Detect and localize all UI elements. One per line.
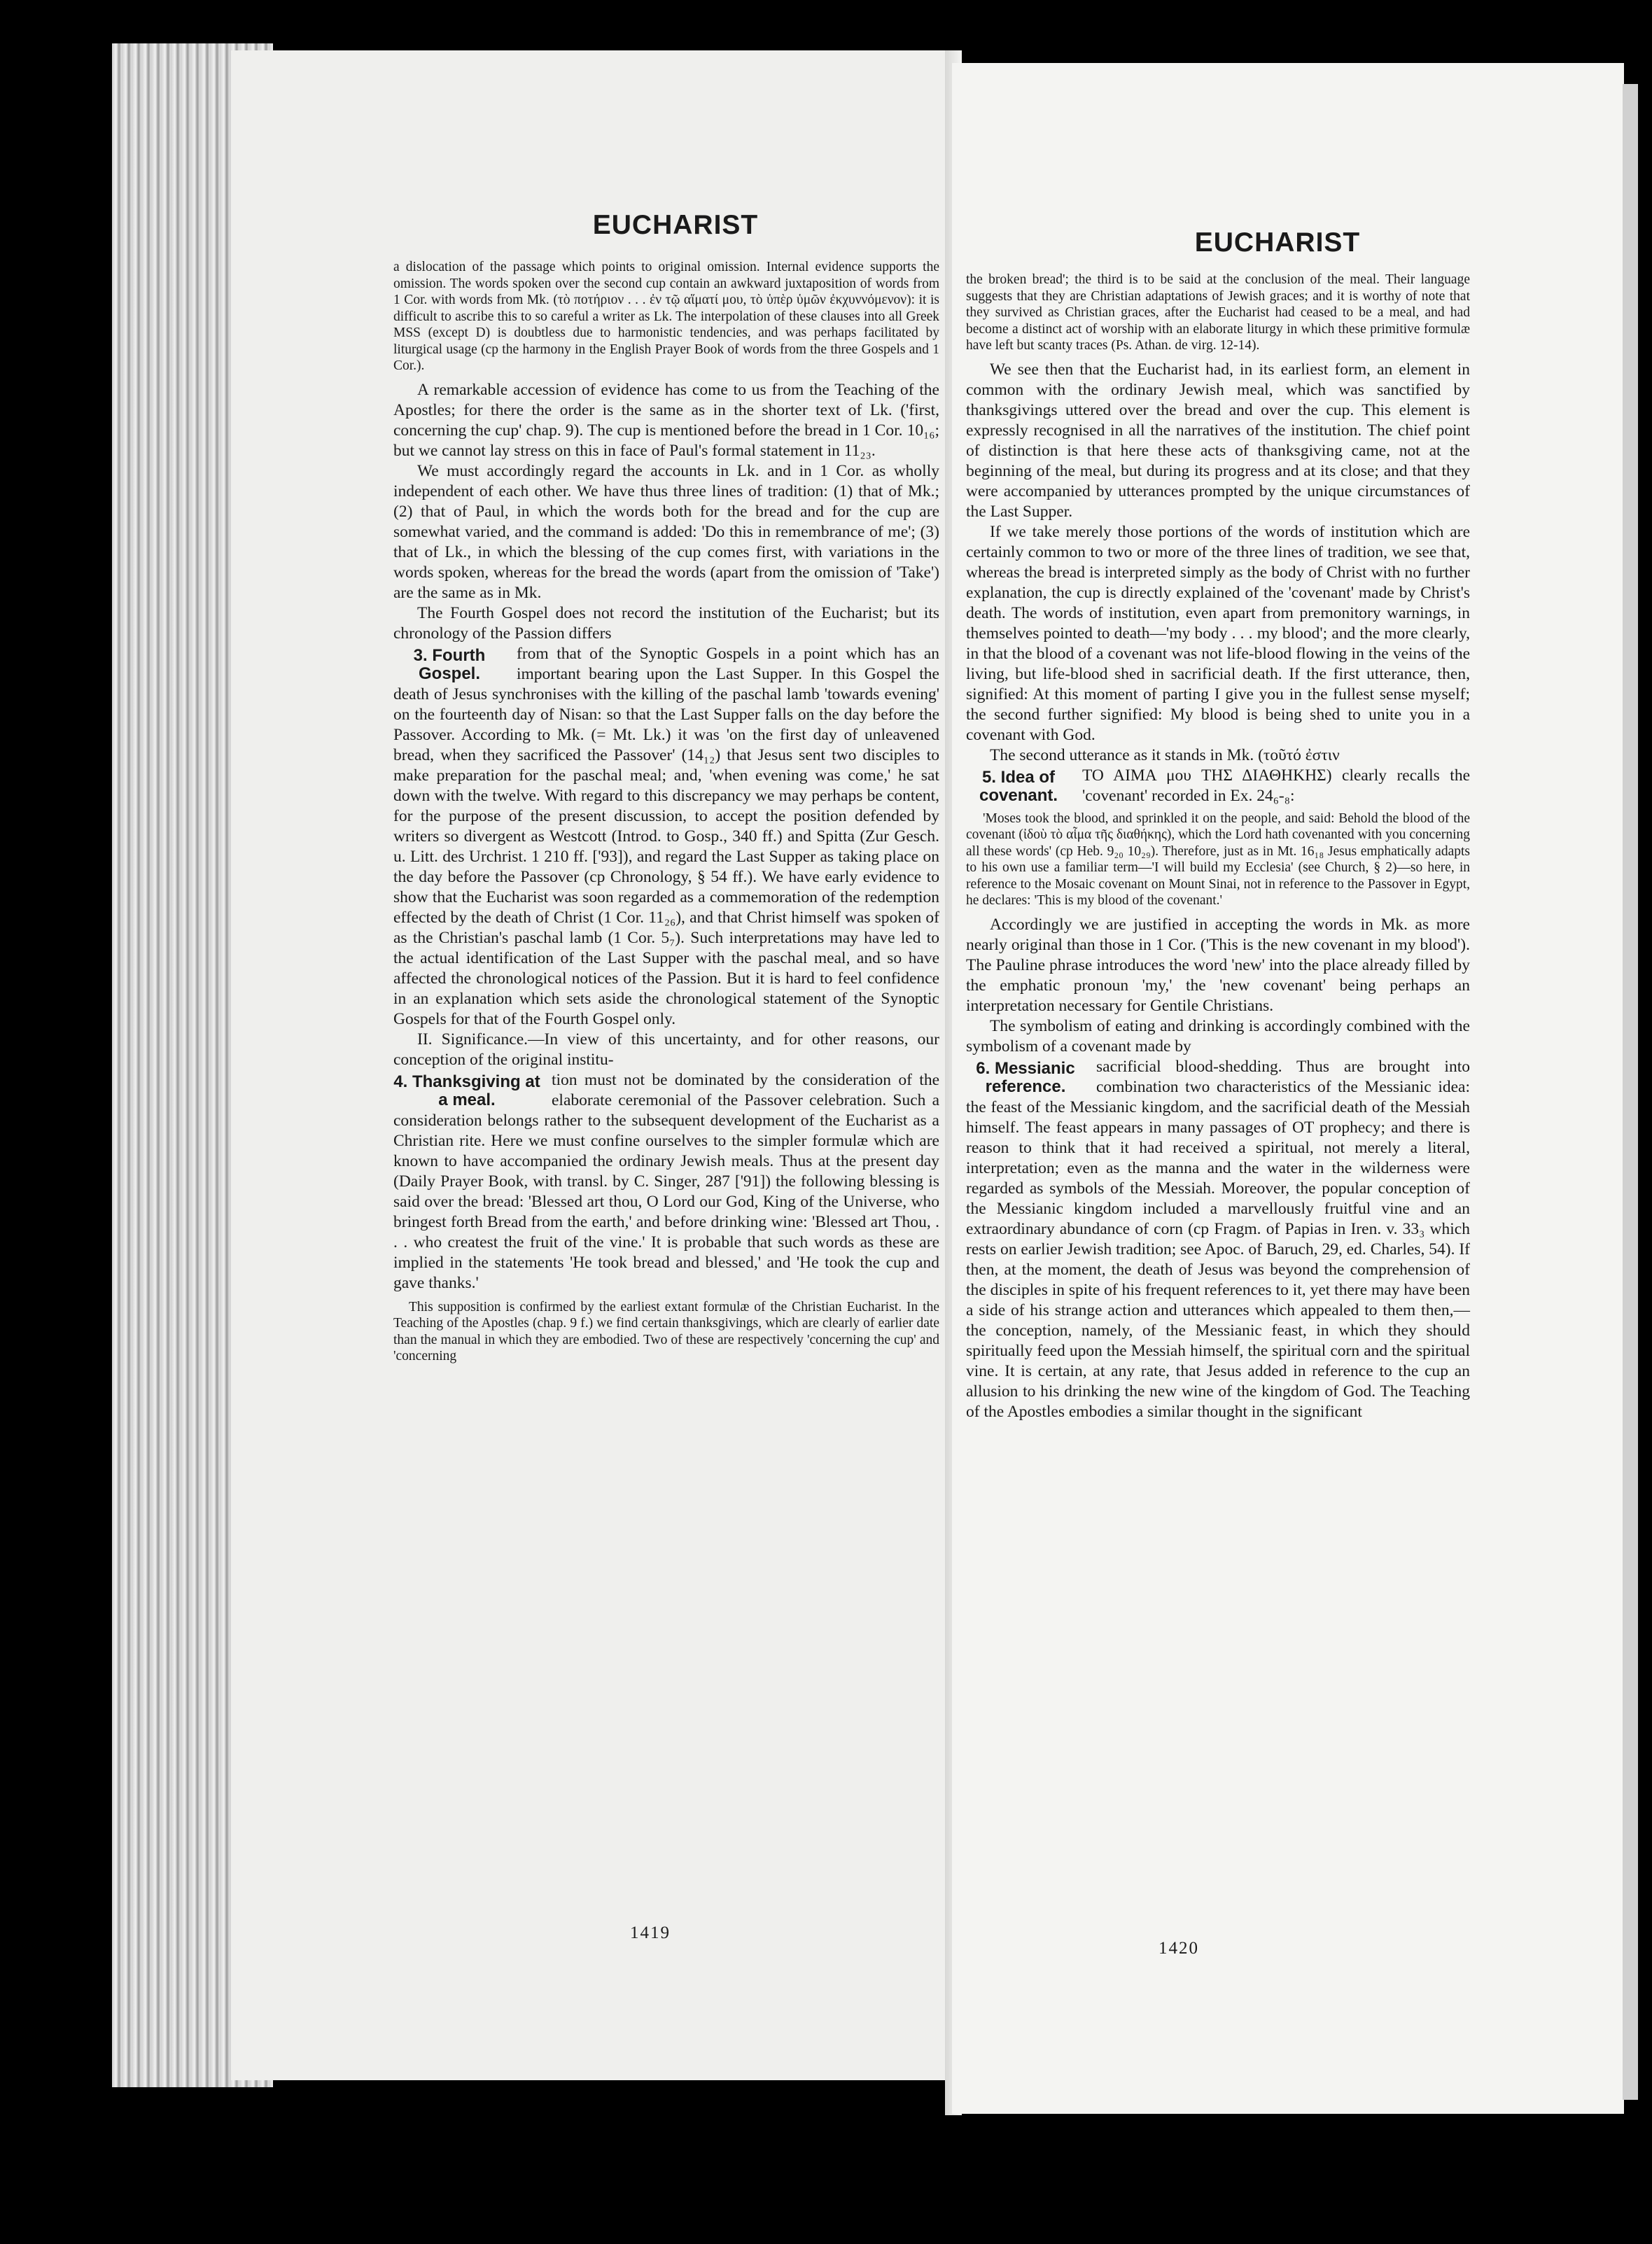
exodus-quotation bbox=[966, 811, 1470, 909]
left-top-note bbox=[393, 259, 939, 374]
right-paragraph-5-body: sacrificial blood-shedding. Thus are brought into combination two characteristics of the Messianic idea: the feast of the Messianic kingdom, and the sacrificial death of the Messiah himself. The feast appears in many passages of OT prophecy; and there is reason to think that it had received a spiritual, not merely a literal, interpretation; even as the manna and the water in the wilderness were regarded as symbols of the Messiah. Moreover, the popular conception of the Messianic kingdom included a marvellously fruitful vine and an extraordinary abundance of corn (cp Fragm. of Papias in Iren. v. 33₃ which rests on earlier Jewish tradition; see Apoc. of Baruch, 29, ed. Charles, 54). If then, at the moment, the death of Jesus was beyond the comprehension of the disciples in spite of his frequent references to it, yet there may have been a side of his strange action and utterances which appealed to them then,—the conception, namely, of the Messianic feast, in which they should spiritually feed upon the Messiah himself, the spiritual corn and the spiritual vine. It is certain, at any rate, that Jesus added in reference to the cup an allusion to his drinking the new wine of the kingdom of God. The Teaching of the Apostles embodies a similar thought in the significant bbox=[966, 1057, 1470, 1421]
section-3-label: Fourth Gospel. bbox=[418, 645, 486, 683]
section-5-label: Idea of covenant. bbox=[979, 767, 1058, 805]
section-3-heading bbox=[393, 647, 505, 683]
right-top-note bbox=[966, 272, 1470, 354]
right-paragraph-3-body: ΤΟ ΑΙΜΑ μου ΤΗΣ ΔΙΑΘΗΚΗΣ) clearly recalls the 'covenant' recorded in Ex. 24₆-₈: bbox=[1082, 766, 1470, 805]
section-6-number: 6. bbox=[976, 1058, 990, 1078]
left-running-head: EUCHARIST bbox=[592, 210, 759, 240]
right-paragraph-3-lead: The second utterance as it stands in Mk. (τοῦτό ἐστιν bbox=[990, 745, 1340, 764]
left-column bbox=[393, 259, 939, 1365]
left-paragraph-2: We must accordingly regard the accounts in Lk. and in 1 Cor. as wholly independent of each other. We have thus three lines of tradition: (1) that of Mk.; (2) that of Paul, in which the words both for the bread and for the cup are somewhat varied, and the command is added: 'Do this in remembrance of me'; (3) that of Lk., in which the blessing of the cup comes first, with variations in the words spoken, whereas for the bread the words (apart from the omission of 'Take') are the same as in Mk. bbox=[393, 461, 939, 602]
section-4-heading bbox=[393, 1073, 540, 1109]
left-paragraph-1: A remarkable accession of evidence has come to us from the Teaching of the Apostles; for there the order is the same as in the shorter text of Lk. ('first, concerning the cup' chap. 9). The cup is mentioned before the bread in 1 Cor. 10₁₆; but we cannot lay stress on this in face of Paul's formal statement in 11₂₃. bbox=[393, 380, 939, 460]
right-column bbox=[966, 272, 1470, 1422]
right-paragraph-4: Accordingly we are justified in accepting the words in Mk. as more nearly original than those in 1 Cor. ('This is the new covenant in my blood'). The Pauline phrase introduces the word 'new' into the place already filled by the emphatic pronoun 'my,' the 'new covenant' being perhaps an interpretation necessary for Gentile Christians. bbox=[966, 915, 1470, 1015]
right-folio: 1420 bbox=[1158, 1939, 1199, 1958]
left-paragraph-3-lead: The Fourth Gospel does not record the institution of the Eucharist; but its chronology of the Passion differs bbox=[393, 603, 939, 643]
right-top-note-text: the broken bread'; the third is to be said at the conclusion of the meal. Their language suggests that they are Christian adaptations of Jewish graces; and it is worthy of note that they survived as Christian graces, after the Eucharist had ceased to be a meal, and had become a distinct act of worship with an elaborate liturgy in which these primitive formulæ have left but scanty traces (Ps. Athan. de virg. 12-14). bbox=[966, 272, 1470, 353]
left-bottom-note-text: This supposition is confirmed by the earliest extant formulæ of the Christian Eucharist. In the Teaching of the Apostles (chap. 9 f.) we find certain thanksgivings, which are clearly of earlier date than the manual in which they are embodied. Two of these are respectively 'concerning the cup' and 'concerning bbox=[393, 1299, 939, 1363]
left-paragraph-4-lead: II. Significance.—In view of this uncertainty, and for other reasons, our conception of the original institu- bbox=[393, 1030, 939, 1069]
left-folio: 1419 bbox=[630, 1923, 671, 1942]
right-paragraph-5-lead: The symbolism of eating and drinking is accordingly combined with the symbolism of a covenant made by bbox=[966, 1016, 1470, 1056]
section-4-number: 4. bbox=[393, 1072, 408, 1091]
section-6-heading bbox=[966, 1060, 1085, 1096]
section-4-label: Thanksgiving at a meal. bbox=[412, 1072, 540, 1109]
left-paragraph-3-body: from that of the Synoptic Gospels in a point which has an important bearing upon the Last Supper. In this Gospel the death of Jesus synchronises with the killing of the paschal lamb 'towards evening' on the fourteenth day of Nisan: so that the Last Supper falls on the day before the Passover. According to Mk. (= Mt. Lk.) it was 'on the first day of unleavened bread, when they sacrificed the Passover' (14₁₂) that Jesus sent two disciples to make preparation for the paschal meal; and, 'when evening was come,' he sat down with the twelve. With regard to this discrepancy we may perhaps be content, for the purpose of the present discussion, to accept the position defended by writers so divergent as Westcott (Introd. to Gosp., 340 ff.) and Spitta (Zur Gesch. u. Litt. des Urchrist. 1 210 ff. ['93]), and regard the Last Supper as taking place on the day before the Passover (cp Chronology, § 54 ff.). We have early evidence to show that the Eucharist was soon regarded as a commemoration of the redemption effected by the death of Christ (1 Cor. 11₂₆), and that Christ himself was spoken of as the Christian's paschal lamb (1 Cor. 5₇). Such interpretations may have led to the actual identification of the Last Supper with the paschal meal, and so have affected the chronological notices of the Passion. But it is hard to feel confidence in an explanation which sets aside the chronological statement of the Synoptic Gospels for that of the Fourth Gospel only. bbox=[393, 644, 939, 1028]
right-paragraph-1: We see then that the Eucharist had, in its earliest form, an element in common with the ordinary Jewish meal, which was sanctified by thanksgivings uttered over the bread and over the cup. This element is expressly recognised in all the narratives of the institution. The chief point of distinction is that here these acts of thanksgiving came, not at the beginning of the meal, but during its progress and at its close; and that they were accompanied by utterances prompted by the unique circumstances of the Last Supper. bbox=[966, 360, 1470, 521]
left-bottom-note bbox=[393, 1299, 939, 1365]
section-5-heading bbox=[966, 769, 1071, 805]
exodus-quotation-text: 'Moses took the blood, and sprinkled it on the people, and said: Behold the blood of the covenant (ἰδοὺ τὸ αἷμα τῆς διαθήκης), which the Lord hath covenanted with you concerning all these words' (cp Heb. 9₂₀ 10₂₉). Therefore, just as in Mt. 16₁₈ Jesus emphatically adapts to his own use a familiar term—'I will build my Ecclesia' (see Church, § 2)—so here, in reference to the Mosaic covenant on Mount Sinai, not in reference to the Passover in Egypt, he declares: 'This is my blood of the covenant.' bbox=[966, 811, 1470, 908]
section-6-label: Messianic reference. bbox=[985, 1058, 1075, 1096]
left-top-note-text: a dislocation of the passage which points to original omission. Internal evidence supports the omission. The words spoken over the second cup contain an awkward juxtaposition of words from 1 Cor. with words from Mk. (τὸ ποτήριον . . . ἐν τῷ αἵματί μου, τὸ ὑπὲρ ὑμῶν ἐκχυννόμενον): it is difficult to ascribe this to so careful a writer as Lk. The interpolation of these clauses into all Greek MSS (except D) is doubtless due to harmonistic tendencies, and was perhaps facilitated by liturgical usage (cp the harmony in the English Prayer Book of words from the three Gospels and 1 Cor.). bbox=[393, 260, 939, 373]
right-running-head: EUCHARIST bbox=[1194, 227, 1361, 258]
section-3-number: 3. bbox=[413, 645, 428, 665]
section-5-number: 5. bbox=[981, 767, 996, 787]
left-paragraph-4-body: tion must not be dominated by the consideration of the elaborate ceremonial of the Passover celebration. Such a consideration belongs rather to the subsequent development of the Eucharist as a Christian rite. Here we must confine ourselves to the simpler formulæ which are known to have accompanied the ordinary Jewish meals. Thus at the present day (Daily Prayer Book, with transl. by C. Singer, 287 ['91]) the following blessing is said over the bread: 'Blessed art thou, O Lord our God, King of the Universe, who bringest forth Bread from the earth,' and before drinking wine: 'Blessed art Thou, . . . who createst the fruit of the vine.' It is probable that such words as these are implied in the statements 'He took bread and blessed,' and 'He took the cup and gave thanks.' bbox=[393, 1070, 939, 1292]
right-page-edge bbox=[1623, 84, 1638, 2100]
right-paragraph-2: If we take merely those portions of the words of institution which are certainly common to two or more of the three lines of tradition, we see that, whereas the bread is interpreted simply as the body of Christ with no further explanation, the cup is directly explained of the 'covenant' made by Christ's death. The words of institution, even apart from premonitory warnings, in themselves pointed to death—'my body . . . my blood'; and the more clearly, in that the blood of a covenant was not life-blood flowing in the veins of the living, but life-blood shed in sacrificial death. If the first utterance, then, signified: At this moment of parting I give you in the fullest sense myself; the second further signified: My blood is being shed to unite you in a covenant with God. bbox=[966, 522, 1470, 744]
